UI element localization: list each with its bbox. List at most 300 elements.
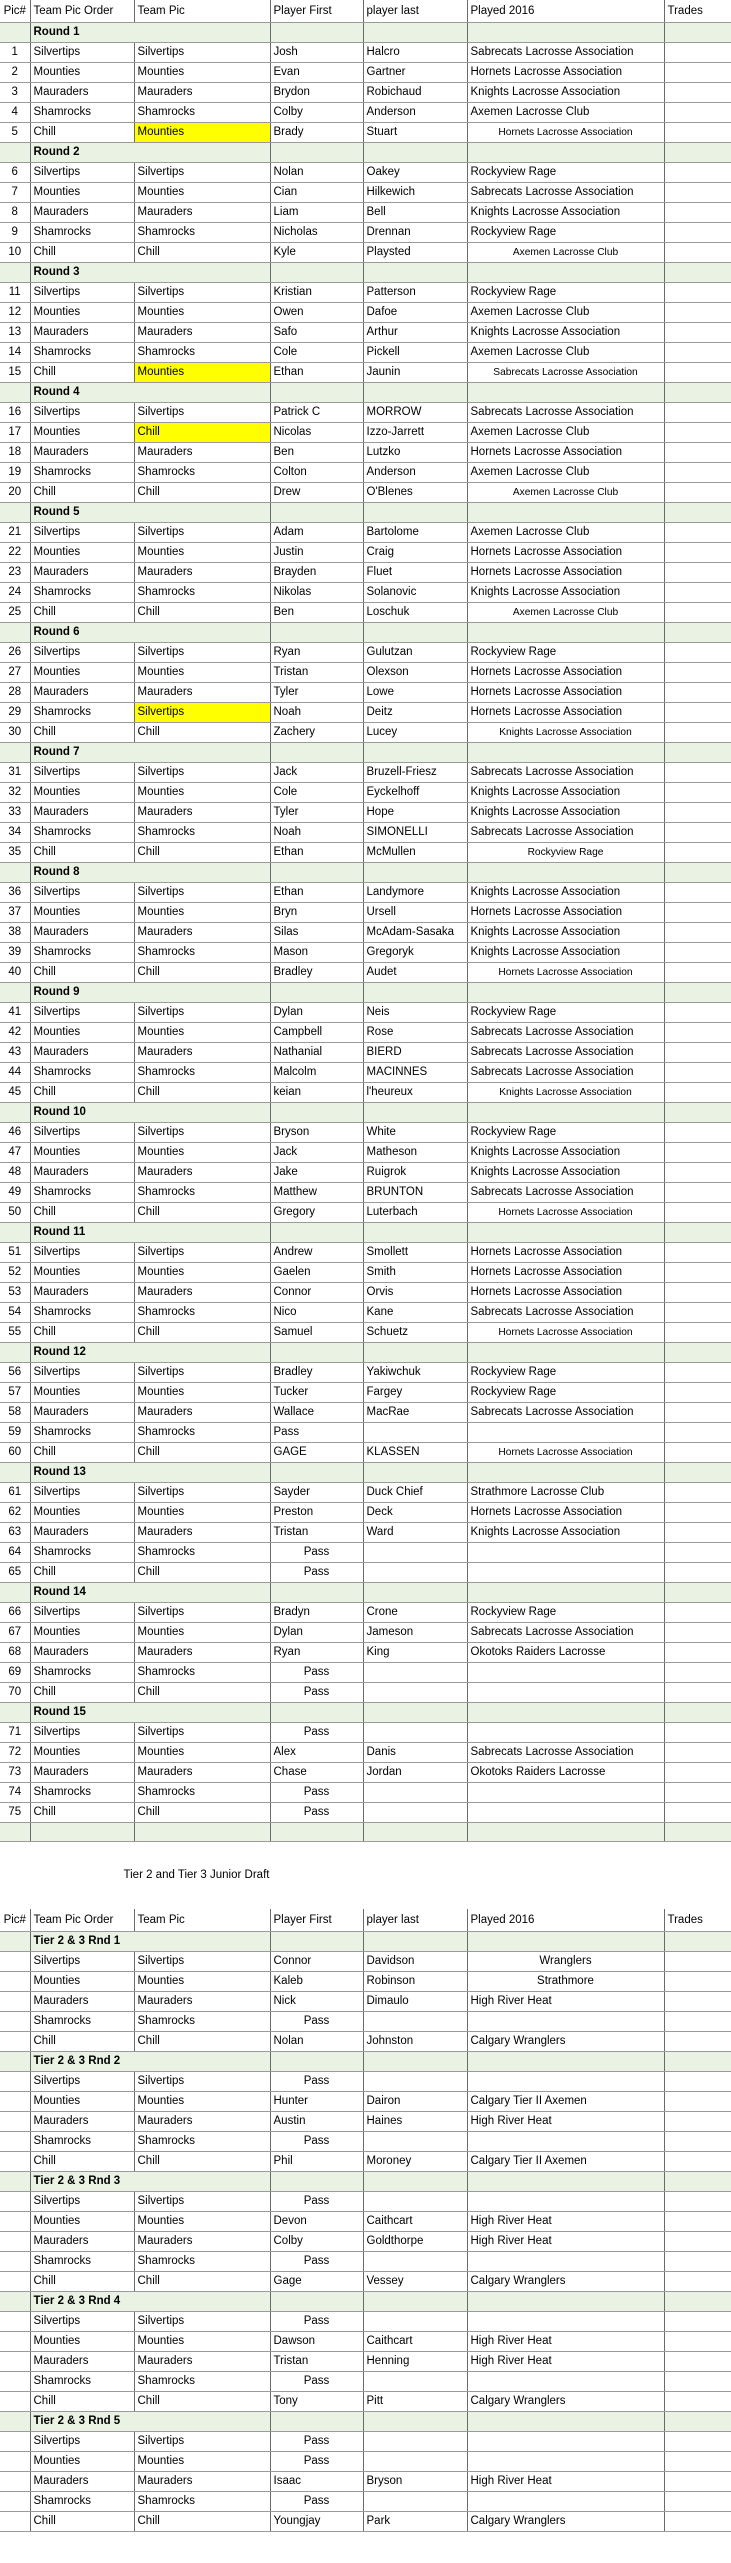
trades — [664, 1683, 731, 1703]
player-first: Bryn — [270, 903, 363, 923]
round-band-cell — [664, 1103, 731, 1123]
round-header-row — [0, 2171, 731, 2191]
pick-number — [0, 2331, 30, 2351]
player-last: McMullen — [363, 843, 467, 863]
team-pic: Chill — [134, 1803, 270, 1823]
pick-row — [0, 1303, 731, 1323]
player-last: Caithcart — [363, 2211, 467, 2231]
player-last: MACINNES — [363, 1063, 467, 1083]
team-pic-order: Silvertips — [30, 2191, 134, 2211]
player-last — [363, 1783, 467, 1803]
played-2016: Knights Lacrosse Association — [467, 883, 664, 903]
team-pic-order: Mauraders — [30, 83, 134, 103]
player-first: Wallace — [270, 1403, 363, 1423]
round-band-cell — [363, 2171, 467, 2191]
player-first: Cole — [270, 343, 363, 363]
trades — [664, 2511, 731, 2531]
round-band-cell — [363, 1931, 467, 1951]
pick-number: 66 — [0, 1603, 30, 1623]
team-pic: Mauraders — [134, 2111, 270, 2131]
pick-number: 30 — [0, 723, 30, 743]
pick-row — [0, 703, 731, 723]
team-pic-order: Shamrocks — [30, 1543, 134, 1563]
round-band-cell — [134, 2291, 270, 2311]
pick-number: 4 — [0, 103, 30, 123]
team-pic-order: Mounties — [30, 663, 134, 683]
team-pic-order: Mounties — [30, 1743, 134, 1763]
player-last — [363, 2491, 467, 2511]
team-pic-order-header: Team Pic Order — [30, 0, 134, 23]
round-band-cell — [363, 263, 467, 283]
pick-row — [0, 2211, 731, 2231]
player-first: Ryan — [270, 643, 363, 663]
trades — [664, 843, 731, 863]
player-last: Johnston — [363, 2031, 467, 2051]
player-last: Patterson — [363, 283, 467, 303]
team-pic-order: Mounties — [30, 543, 134, 563]
player-first: Jack — [270, 763, 363, 783]
team-pic-order: Mauraders — [30, 1643, 134, 1663]
round-header-row — [0, 143, 731, 163]
section-title-row — [0, 1866, 731, 1885]
player-first-header: Player First — [270, 0, 363, 23]
played-2016: Sabrecats Lacrosse Association — [467, 1623, 664, 1643]
player-first: Gage — [270, 2271, 363, 2291]
trades — [664, 1383, 731, 1403]
round-band-cell — [134, 1223, 270, 1243]
team-pic: Mauraders — [134, 1163, 270, 1183]
trades — [664, 1363, 731, 1383]
player-last — [363, 2431, 467, 2451]
round-band-cell — [664, 23, 731, 43]
pick-number: 35 — [0, 843, 30, 863]
player-first: Connor — [270, 1283, 363, 1303]
team-pic-order: Chill — [30, 1803, 134, 1823]
team-pic-order: Mounties — [30, 2451, 134, 2471]
pick-row — [0, 1523, 731, 1543]
team-pic-order: Silvertips — [30, 403, 134, 423]
pick-number — [0, 2151, 30, 2171]
pick-row — [0, 403, 731, 423]
round-spacer — [0, 1931, 30, 1951]
player-first: Nolan — [270, 163, 363, 183]
pick-number: 42 — [0, 1023, 30, 1043]
player-last: Olexson — [363, 663, 467, 683]
round-band-cell — [270, 1463, 363, 1483]
pick-row — [0, 163, 731, 183]
player-last: Solanovic — [363, 583, 467, 603]
round-header-row — [0, 1463, 731, 1483]
pick-row — [0, 1763, 731, 1783]
trades — [664, 83, 731, 103]
round-header-row — [0, 1343, 731, 1363]
player-last: Crone — [363, 1603, 467, 1623]
team-pic-order: Shamrocks — [30, 1663, 134, 1683]
pick-number: 71 — [0, 1723, 30, 1743]
player-last: BIERD — [363, 1043, 467, 1063]
team-pic: Mounties — [134, 903, 270, 923]
trades — [664, 1323, 731, 1343]
team-pic: Chill — [134, 963, 270, 983]
team-pic-order: Silvertips — [30, 883, 134, 903]
blank-cell — [467, 1823, 664, 1842]
round-band-cell — [467, 623, 664, 643]
team-pic-order: Silvertips — [30, 1603, 134, 1623]
round-band-cell — [363, 743, 467, 763]
pick-number — [0, 2251, 30, 2271]
spacer-cell — [0, 1842, 731, 1866]
player-last: Davidson — [363, 1951, 467, 1971]
played-2016: Knights Lacrosse Association — [467, 583, 664, 603]
pick-number: 19 — [0, 463, 30, 483]
played-2016: Calgary Tier II Axemen — [467, 2091, 664, 2111]
team-pic-order: Mounties — [30, 1263, 134, 1283]
trades — [664, 1743, 731, 1763]
player-last: Robichaud — [363, 83, 467, 103]
played-2016: Strathmore — [467, 1971, 664, 1991]
pick-number: 15 — [0, 363, 30, 383]
round-header-row — [0, 383, 731, 403]
player-first: Pass — [270, 2191, 363, 2211]
team-pic: Silvertips — [134, 403, 270, 423]
trades — [664, 423, 731, 443]
trades — [664, 683, 731, 703]
pick-row — [0, 643, 731, 663]
trades — [664, 1183, 731, 1203]
player-first: Safo — [270, 323, 363, 343]
team-pic: Chill — [134, 1323, 270, 1343]
team-pic: Silvertips — [134, 1603, 270, 1623]
team-pic-order: Chill — [30, 1563, 134, 1583]
round-label: Round 13 — [30, 1463, 134, 1483]
player-first: Alex — [270, 1743, 363, 1763]
team-pic-order: Chill — [30, 1083, 134, 1103]
pick-row — [0, 1723, 731, 1743]
played-2016: Knights Lacrosse Association — [467, 203, 664, 223]
team-pic: Shamrocks — [134, 2491, 270, 2511]
player-last — [363, 1423, 467, 1443]
pick-number: 10 — [0, 243, 30, 263]
player-last: MacRae — [363, 1403, 467, 1423]
played-2016: Knights Lacrosse Association — [467, 1143, 664, 1163]
pick-row — [0, 523, 731, 543]
round-label: Round 15 — [30, 1703, 134, 1723]
player-last: l'heureux — [363, 1083, 467, 1103]
team-pic-order: Mauraders — [30, 323, 134, 343]
pick-number: 60 — [0, 1443, 30, 1463]
round-band-cell — [467, 263, 664, 283]
round-band-cell — [664, 1223, 731, 1243]
player-last — [363, 1723, 467, 1743]
player-last: O'Blenes — [363, 483, 467, 503]
team-pic: Chill — [134, 483, 270, 503]
pick-row — [0, 63, 731, 83]
team-pic: Silvertips — [134, 2191, 270, 2211]
round-band-cell — [363, 1343, 467, 1363]
played-2016 — [467, 2311, 664, 2331]
team-pic-order: Silvertips — [30, 1723, 134, 1743]
pick-row — [0, 1363, 731, 1383]
team-pic: Silvertips — [134, 43, 270, 63]
trades — [664, 1991, 731, 2011]
round-label: Tier 2 & 3 Rnd 3 — [30, 2171, 134, 2191]
trades — [664, 1263, 731, 1283]
team-pic-order: Chill — [30, 363, 134, 383]
played-2016: Axemen Lacrosse Club — [467, 463, 664, 483]
played-2016: High River Heat — [467, 2211, 664, 2231]
trades — [664, 203, 731, 223]
round-label: Round 9 — [30, 983, 134, 1003]
team-pic-order: Mauraders — [30, 1403, 134, 1423]
pick-row — [0, 1203, 731, 1223]
pick-row — [0, 2031, 731, 2051]
round-band-cell — [270, 1583, 363, 1603]
played-2016-header: Played 2016 — [467, 1909, 664, 1932]
team-pic-order: Silvertips — [30, 763, 134, 783]
pick-number: 14 — [0, 343, 30, 363]
trades — [664, 103, 731, 123]
player-last: Anderson — [363, 103, 467, 123]
player-last: Dimaulo — [363, 1991, 467, 2011]
player-last: McAdam-Sasaka — [363, 923, 467, 943]
pick-number — [0, 2131, 30, 2151]
team-pic: Silvertips — [134, 1003, 270, 1023]
player-last: Schuetz — [363, 1323, 467, 1343]
pick-row — [0, 363, 731, 383]
played-2016: Hornets Lacrosse Association — [467, 1243, 664, 1263]
team-pic: Mounties — [134, 1503, 270, 1523]
played-2016 — [467, 2131, 664, 2151]
team-pic: Mauraders — [134, 803, 270, 823]
trades — [664, 1503, 731, 1523]
player-last: Deitz — [363, 703, 467, 723]
round-band-cell — [664, 2411, 731, 2431]
pick-row — [0, 843, 731, 863]
played-2016: Sabrecats Lacrosse Association — [467, 183, 664, 203]
played-2016 — [467, 2431, 664, 2451]
pick-number — [0, 2311, 30, 2331]
player-last — [363, 2071, 467, 2091]
spacer-row — [0, 1842, 731, 1866]
played-2016: Knights Lacrosse Association — [467, 1523, 664, 1543]
pick-row — [0, 2111, 731, 2131]
played-2016: Hornets Lacrosse Association — [467, 123, 664, 143]
played-2016: Sabrecats Lacrosse Association — [467, 1023, 664, 1043]
round-band-cell — [664, 743, 731, 763]
team-pic: Shamrocks — [134, 1783, 270, 1803]
trades — [664, 363, 731, 383]
pick-row — [0, 2511, 731, 2531]
pick-row — [0, 283, 731, 303]
pick-number — [0, 2231, 30, 2251]
played-2016: Sabrecats Lacrosse Association — [467, 1043, 664, 1063]
player-last: BRUNTON — [363, 1183, 467, 1203]
pick-number: 72 — [0, 1743, 30, 1763]
player-last: Moroney — [363, 2151, 467, 2171]
player-first: Patrick C — [270, 403, 363, 423]
round-band-cell — [270, 503, 363, 523]
pick-number — [0, 2191, 30, 2211]
pick-row — [0, 1603, 731, 1623]
team-pic-order: Shamrocks — [30, 583, 134, 603]
team-pic-order: Mounties — [30, 303, 134, 323]
round-header-row — [0, 863, 731, 883]
round-header-row — [0, 1103, 731, 1123]
round-band-cell — [270, 743, 363, 763]
pick-row — [0, 243, 731, 263]
played-2016: Knights Lacrosse Association — [467, 943, 664, 963]
pick-number: 49 — [0, 1183, 30, 1203]
round-label: Round 1 — [30, 23, 134, 43]
trades — [664, 2231, 731, 2251]
round-band-cell — [363, 503, 467, 523]
round-band-cell — [134, 383, 270, 403]
player-first: Kyle — [270, 243, 363, 263]
player-last: Gartner — [363, 63, 467, 83]
player-first: Dylan — [270, 1003, 363, 1023]
team-pic-order: Chill — [30, 1683, 134, 1703]
round-band-cell — [467, 1223, 664, 1243]
trades — [664, 563, 731, 583]
trades — [664, 1203, 731, 1223]
round-band-cell — [467, 503, 664, 523]
played-2016: Knights Lacrosse Association — [467, 1163, 664, 1183]
pick-row — [0, 1163, 731, 1183]
round-band-cell — [664, 2051, 731, 2071]
team-pic-order: Chill — [30, 2151, 134, 2171]
played-2016: Rockyview Rage — [467, 1383, 664, 1403]
team-pic: Chill — [134, 1683, 270, 1703]
round-band-cell — [664, 983, 731, 1003]
team-pic: Mauraders — [134, 563, 270, 583]
round-band-cell — [363, 143, 467, 163]
player-first: Pass — [270, 2451, 363, 2471]
pick-row — [0, 903, 731, 923]
team-pic-order: Chill — [30, 2391, 134, 2411]
team-pic-order: Chill — [30, 603, 134, 623]
round-spacer — [0, 2291, 30, 2311]
pick-number: 69 — [0, 1663, 30, 1683]
team-pic: Mounties — [134, 2331, 270, 2351]
played-2016 — [467, 1563, 664, 1583]
player-last: Hilkewich — [363, 183, 467, 203]
round-label: Round 10 — [30, 1103, 134, 1123]
round-band-cell — [467, 2051, 664, 2071]
player-first: Ethan — [270, 843, 363, 863]
played-2016: Rockyview Rage — [467, 1123, 664, 1143]
pick-number: 22 — [0, 543, 30, 563]
player-first: Tristan — [270, 1523, 363, 1543]
team-pic: Chill — [134, 2391, 270, 2411]
round-spacer — [0, 743, 30, 763]
round-header-row — [0, 1703, 731, 1723]
player-last — [363, 2371, 467, 2391]
team-pic: Shamrocks — [134, 943, 270, 963]
team-pic-order: Shamrocks — [30, 1303, 134, 1323]
pick-number: 45 — [0, 1083, 30, 1103]
player-first: Dylan — [270, 1623, 363, 1643]
pick-row — [0, 823, 731, 843]
pick-number: 21 — [0, 523, 30, 543]
team-pic-order: Mauraders — [30, 1043, 134, 1063]
team-pic: Mauraders — [134, 2351, 270, 2371]
played-2016: Sabrecats Lacrosse Association — [467, 823, 664, 843]
pick-row — [0, 2191, 731, 2211]
pick-row — [0, 563, 731, 583]
team-pic: Mauraders — [134, 1043, 270, 1063]
title-spacer — [0, 1866, 30, 1885]
pick-number: 23 — [0, 563, 30, 583]
trades — [664, 2491, 731, 2511]
player-first: Gaelen — [270, 1263, 363, 1283]
pick-row — [0, 1003, 731, 1023]
round-header-row — [0, 743, 731, 763]
trades — [664, 763, 731, 783]
player-last: Orvis — [363, 1283, 467, 1303]
team-pic-order: Shamrocks — [30, 2491, 134, 2511]
round-band-cell — [270, 2411, 363, 2431]
pick-number: 59 — [0, 1423, 30, 1443]
played-2016 — [467, 2451, 664, 2471]
pick-number — [0, 2071, 30, 2091]
team-pic-order: Chill — [30, 2271, 134, 2291]
round-band-cell — [363, 983, 467, 1003]
pick-number: 55 — [0, 1323, 30, 1343]
player-last-header: player last — [363, 0, 467, 23]
team-pic: Shamrocks — [134, 1663, 270, 1683]
played-2016: Axemen Lacrosse Club — [467, 603, 664, 623]
player-first: Bryson — [270, 1123, 363, 1143]
pick-row — [0, 1663, 731, 1683]
round-band-cell — [664, 383, 731, 403]
trades — [664, 1443, 731, 1463]
player-last: Loschuk — [363, 603, 467, 623]
blank-cell — [363, 1823, 467, 1842]
team-pic-order: Silvertips — [30, 2431, 134, 2451]
pick-row — [0, 1683, 731, 1703]
team-pic-order: Shamrocks — [30, 823, 134, 843]
trades — [664, 2451, 731, 2471]
trades — [664, 1643, 731, 1663]
trades — [664, 1003, 731, 1023]
trades — [664, 523, 731, 543]
pick-row — [0, 1543, 731, 1563]
pick-number — [0, 2371, 30, 2391]
pick-number — [0, 2511, 30, 2531]
pick-number: 36 — [0, 883, 30, 903]
played-2016: Hornets Lacrosse Association — [467, 703, 664, 723]
player-first: Pass — [270, 2131, 363, 2151]
pick-row — [0, 683, 731, 703]
team-pic-order: Mounties — [30, 1623, 134, 1643]
pick-row — [0, 783, 731, 803]
team-pic-order: Shamrocks — [30, 703, 134, 723]
played-2016: Hornets Lacrosse Association — [467, 443, 664, 463]
team-pic: Mauraders — [134, 1991, 270, 2011]
pick-row — [0, 303, 731, 323]
player-first: Cole — [270, 783, 363, 803]
team-pic: Mauraders — [134, 2471, 270, 2491]
team-pic: Chill — [134, 2511, 270, 2531]
trades — [664, 583, 731, 603]
round-label: Round 2 — [30, 143, 134, 163]
pick-row — [0, 583, 731, 603]
pick-row — [0, 323, 731, 343]
round-band-cell — [467, 1463, 664, 1483]
played-2016: Calgary Wranglers — [467, 2031, 664, 2051]
player-last: Robinson — [363, 1971, 467, 1991]
team-pic: Silvertips — [134, 1363, 270, 1383]
